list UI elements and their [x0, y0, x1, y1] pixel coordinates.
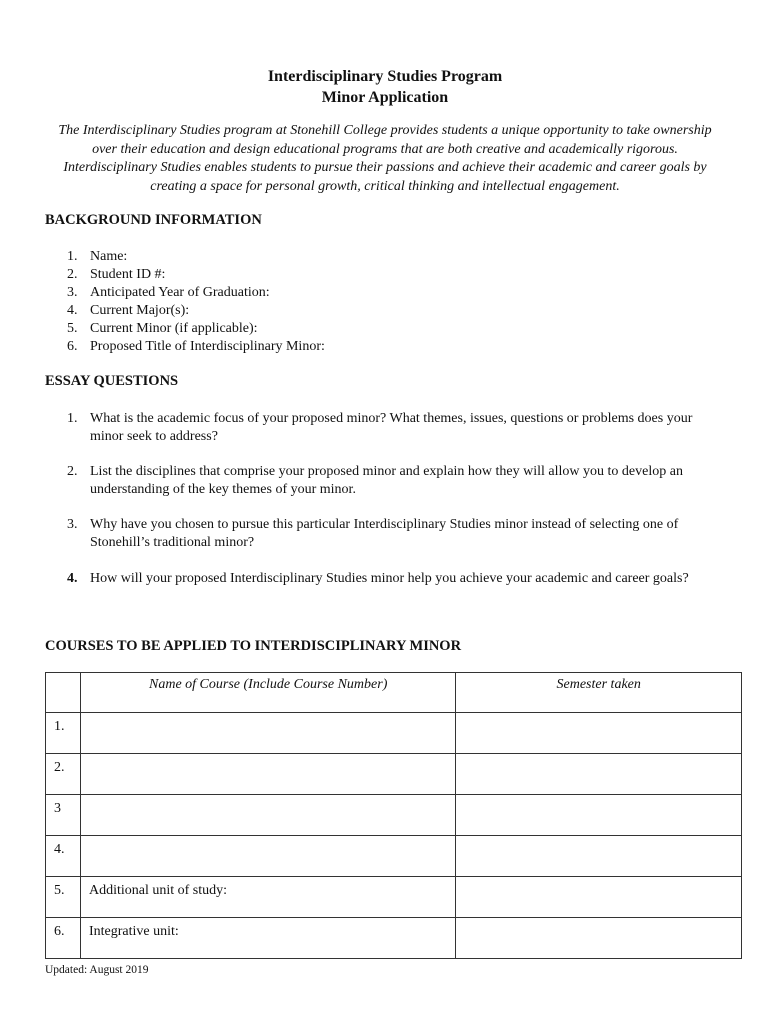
item-label: Name:	[90, 249, 128, 264]
background-item-major	[67, 302, 727, 320]
header-course-name: Name of Course (Include Course Number)	[80, 673, 455, 713]
essay-question	[67, 516, 727, 552]
course-name-cell[interactable]: Integrative unit:	[80, 918, 455, 959]
item-label: Current Minor (if applicable):	[90, 321, 258, 336]
item-number: 2.	[67, 267, 78, 282]
question-number: 2.	[67, 464, 78, 479]
background-item-graduation-year	[67, 284, 727, 302]
table-row	[46, 877, 742, 918]
course-name-cell[interactable]	[80, 713, 455, 754]
item-number: 1.	[67, 249, 78, 264]
table-row	[46, 754, 742, 795]
row-number: 2.	[46, 754, 81, 795]
essay-question	[67, 463, 727, 499]
semester-cell[interactable]	[456, 713, 742, 754]
essay-question	[67, 570, 727, 588]
intro-paragraph: The Interdisciplinary Studies program at Stonehill College provides students a unique opportunity to take ownership over their education and design educational programs that are both creative and academically rigorous. Interdisciplinary Studies enables students to pursue their passions and achieve their academic and career goals by creating a space for personal growth, critical thinking and intellectual engagement.	[58, 123, 712, 194]
item-label: Proposed Title of Interdisciplinary Minor:	[90, 339, 325, 354]
table-row	[46, 836, 742, 877]
courses-heading: COURSES TO BE APPLIED TO INTERDISCIPLINARY MINOR	[45, 638, 462, 654]
essay-heading: ESSAY QUESTIONS	[45, 373, 179, 389]
essay-question	[67, 410, 727, 446]
course-name-cell[interactable]	[80, 754, 455, 795]
question-number: 3.	[67, 517, 78, 532]
table-header-row	[46, 673, 742, 713]
question-text: Why have you chosen to pursue this particular Interdisciplinary Studies minor instead of selecting one of Stonehill’s traditional minor?	[90, 517, 679, 550]
row-number: 1.	[46, 713, 81, 754]
semester-cell[interactable]	[456, 754, 742, 795]
background-item-proposed-title	[67, 338, 727, 356]
row-number: 4.	[46, 836, 81, 877]
question-number: 1.	[67, 411, 78, 426]
updated-footer: Updated: August 2019	[45, 964, 149, 976]
item-number: 4.	[67, 303, 78, 318]
background-item-minor	[67, 320, 727, 338]
item-number: 6.	[67, 339, 78, 354]
courses-table	[45, 672, 742, 959]
item-label: Anticipated Year of Graduation:	[90, 285, 270, 300]
table-row	[46, 795, 742, 836]
row-number: 5.	[46, 877, 81, 918]
item-number: 3.	[67, 285, 78, 300]
semester-cell[interactable]	[456, 918, 742, 959]
question-number: 4.	[67, 571, 78, 586]
course-name-cell[interactable]: Additional unit of study:	[80, 877, 455, 918]
course-name-cell[interactable]	[80, 795, 455, 836]
course-name-cell[interactable]	[80, 836, 455, 877]
row-number: 3	[46, 795, 81, 836]
question-text: What is the academic focus of your proposed minor? What themes, issues, questions or problems does your minor seek to address?	[90, 411, 693, 444]
table-row	[46, 713, 742, 754]
semester-cell[interactable]	[456, 836, 742, 877]
semester-cell[interactable]	[456, 795, 742, 836]
question-text: How will your proposed Interdisciplinary Studies minor help you achieve your academic and career goals?	[90, 571, 689, 586]
background-heading: BACKGROUND INFORMATION	[45, 212, 262, 228]
item-number: 5.	[67, 321, 78, 336]
table-row	[46, 918, 742, 959]
item-label: Current Major(s):	[90, 303, 190, 318]
background-item-student-id	[67, 266, 727, 284]
item-label: Student ID #:	[90, 267, 166, 282]
background-item-name	[67, 248, 727, 266]
header-semester-taken: Semester taken	[456, 673, 742, 713]
document-subtitle: Minor Application	[321, 89, 449, 106]
header-number-cell	[46, 673, 81, 713]
document-title: Interdisciplinary Studies Program	[267, 68, 503, 85]
row-number: 6.	[46, 918, 81, 959]
semester-cell[interactable]	[456, 877, 742, 918]
question-text: List the disciplines that comprise your proposed minor and explain how they will allow you to develop an understanding of the key themes of your minor.	[90, 464, 683, 497]
